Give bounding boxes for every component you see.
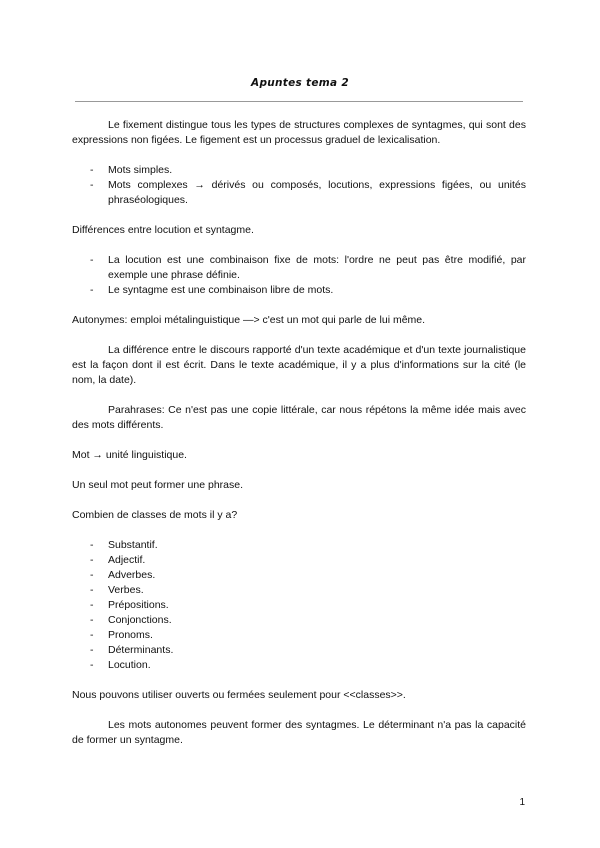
list-marker: - (90, 554, 94, 566)
list-marker: - (90, 539, 94, 551)
list-marker: - (90, 569, 94, 581)
list-item-text: Adverbes. (108, 569, 156, 581)
list-item-text: Mots simples. (108, 164, 173, 176)
list-item-text: Adjectif. (108, 554, 146, 566)
classes-question: Combien de classes de mots il y a? (72, 509, 238, 521)
list-item (72, 583, 526, 598)
list-item (72, 613, 526, 628)
list-item-text: Pronoms. (108, 629, 153, 641)
list-marker: - (90, 254, 94, 266)
differences-heading: Différences entre locution et syntagme. (72, 224, 254, 236)
list-marker: - (90, 584, 94, 596)
word-types-list (72, 163, 526, 208)
list-item (72, 178, 526, 208)
list-item-text: Le syntagme est une combinaison libre de mots. (108, 284, 334, 296)
list-item (72, 253, 526, 283)
differences-list (72, 253, 526, 298)
word-classes-list (72, 538, 526, 673)
discours-paragraph: La différence entre le discours rapporté d'un texte académique et d'un texte journalistique est la façon dont il est écrit. Dans le texte académique, il y a plus d'informations sur la cité (le nom, la date). (72, 344, 526, 386)
list-item (72, 163, 526, 178)
list-item-text: Substantif. (108, 539, 158, 551)
list-item (72, 643, 526, 658)
autonomous-paragraph: Les mots autonomes peuvent former des syntagmes. Le déterminant n'a pas la capacité de former un syntagme. (72, 719, 526, 746)
list-item-text: Conjonctions. (108, 614, 172, 626)
list-item-text: La locution est une combinaison fixe de mots: l'ordre ne peut pas être modifié, par exemple une phrase définie. (108, 254, 526, 281)
list-item (72, 538, 526, 553)
list-marker: - (90, 614, 94, 626)
list-item (72, 658, 526, 673)
autonymes-paragraph: Autonymes: emploi métalinguistique —> c'est un mot qui parle de lui même. (72, 314, 426, 326)
list-marker: - (90, 659, 94, 671)
list-item (72, 553, 526, 568)
list-item (72, 568, 526, 583)
list-marker: - (90, 599, 94, 611)
mot-definition: Mot → unité linguistique. (72, 449, 187, 461)
list-marker: - (90, 164, 94, 176)
list-item-text: Mots complexes → dérivés ou composés, locutions, expressions figées, ou unités phraséologiques. (108, 179, 526, 206)
list-marker: - (90, 629, 94, 641)
list-item-text: Prépositions. (108, 599, 169, 611)
list-item-text: Déterminants. (108, 644, 174, 656)
list-item (72, 598, 526, 613)
list-marker: - (90, 644, 94, 656)
single-word-sentence: Un seul mot peut former une phrase. (72, 479, 244, 491)
title-divider (75, 101, 523, 102)
page-number: 1 (519, 797, 525, 808)
list-item (72, 283, 526, 298)
list-marker: - (90, 284, 94, 296)
list-marker: - (90, 179, 94, 191)
parahrases-paragraph: Parahrases: Ce n'est pas une copie littérale, car nous répétons la même idée mais avec des mots différents. (72, 404, 526, 431)
document-body (72, 118, 526, 748)
list-item-text: Verbes. (108, 584, 144, 596)
intro-paragraph: Le fixement distingue tous les types de structures complexes de syntagmes, qui sont des expressions non figées. Le figement est un processus graduel de lexicalisation. (72, 119, 526, 146)
page-title: Apuntes tema 2 (251, 77, 349, 89)
list-item (72, 628, 526, 643)
classes-usage: Nous pouvons utiliser ouverts ou fermées seulement pour <<classes>>. (72, 689, 406, 701)
list-item-text: Locution. (108, 659, 151, 671)
